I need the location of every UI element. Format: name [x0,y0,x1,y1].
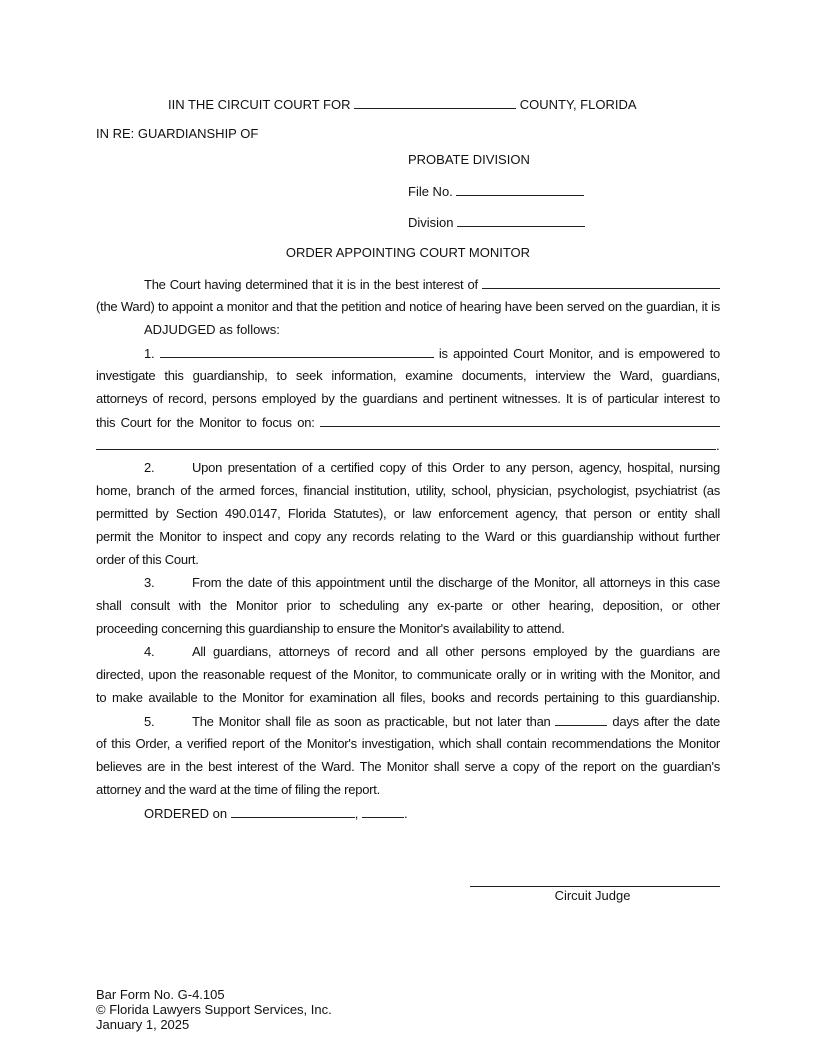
days-blank[interactable] [555,713,607,726]
p2-line-2: home, branch of the armed forces, financial institution, utility, school, physician, psychologist, psychiatrist (as [96,483,720,498]
p1-line-2: investigate this guardianship, to seek information, examine documents, interview the Ward, guardians, [96,368,720,383]
division: Division [408,214,585,231]
ordered-line: ORDERED on , . [144,806,408,821]
p2-line-1: 2. Upon presentation of a certified copy of this Order to any person, agency, hospital, nursing [144,460,720,475]
intro-line-1: The Court having determined that it is in the best interest of [144,276,720,293]
p3-line-3: proceeding concerning this guardianship to ensure the Monitor's availability to attend. [96,621,565,636]
file-no: File No. [408,183,584,200]
adjudged: ADJUDGED as follows: [144,322,280,337]
p5-line-2: of this Order, a verified report of the Monitor's investigation, which shall contain recommendations the Monitor [96,736,720,751]
p3-line-1: 3. From the date of this appointment until the discharge of the Monitor, all attorneys in this case [144,575,720,590]
ward-name-blank[interactable] [482,276,720,289]
footer-date: January 1, 2025 [96,1017,190,1032]
p4-line-2: directed, upon the reasonable request of the Monitor, to communicate orally or in writing with the Monitor, and [96,667,720,682]
court-heading: IIN THE CIRCUIT COURT FOR COUNTY, FLORIDA [168,97,637,112]
circuit-judge-label: Circuit Judge [554,888,631,903]
file-no-blank[interactable] [456,183,584,196]
p4-line-3: to make available to the Monitor for examination all files, books and records pertaining to this guardianship. [96,690,720,705]
division-blank[interactable] [457,214,585,227]
p2-line-4: permit the Monitor to inspect and copy any records relating to the Ward or this guardianship without further [96,529,720,544]
p5-line-4: attorney and the ward at the time of filing the report. [96,782,380,797]
county-blank[interactable] [354,96,516,109]
p1-line-5: . [96,437,720,454]
document-title: ORDER APPOINTING COURT MONITOR [285,245,531,260]
p1-line-1: 1. is appointed Court Monitor, and is empowered to [144,346,720,361]
order-date-blank[interactable] [231,805,355,818]
signature-line[interactable] [470,886,720,887]
monitor-name-blank[interactable] [160,345,434,358]
p2-line-5: order of this Court. [96,552,199,567]
focus-blank-2[interactable] [96,437,716,450]
intro-line-2: (the Ward) to appoint a monitor and that the petition and notice of hearing have been served on the guardian, it is [96,299,720,314]
p1-line-4: this Court for the Monitor to focus on: [96,414,720,431]
p5-line-3: believes are in the best interest of the Ward. The Monitor shall serve a copy of the report on the guardian's [96,759,720,774]
focus-blank-1[interactable] [320,414,720,427]
footer-form-no: Bar Form No. G-4.105 [96,987,225,1002]
footer-copyright: © Florida Lawyers Support Services, Inc. [96,1002,332,1017]
order-year-blank[interactable] [362,805,404,818]
in-re: IN RE: GUARDIANSHIP OF [96,126,259,141]
division-name: PROBATE DIVISION [408,152,530,167]
p1-line-3: attorneys of record, persons employed by the guardians and pertinent witnesses. It is of particular interest to [96,391,720,406]
p5-line-1: 5. The Monitor shall file as soon as practicable, but not later than days after the date [144,714,720,729]
p3-line-2: shall consult with the Monitor prior to scheduling any ex-parte or other hearing, deposition, or other [96,598,720,613]
p2-line-3: permitted by Section 490.0147, Florida Statutes), or law enforcement agency, that person or entity shall [96,506,720,521]
p4-line-1: 4. All guardians, attorneys of record and all other persons employed by the guardians are [144,644,720,659]
